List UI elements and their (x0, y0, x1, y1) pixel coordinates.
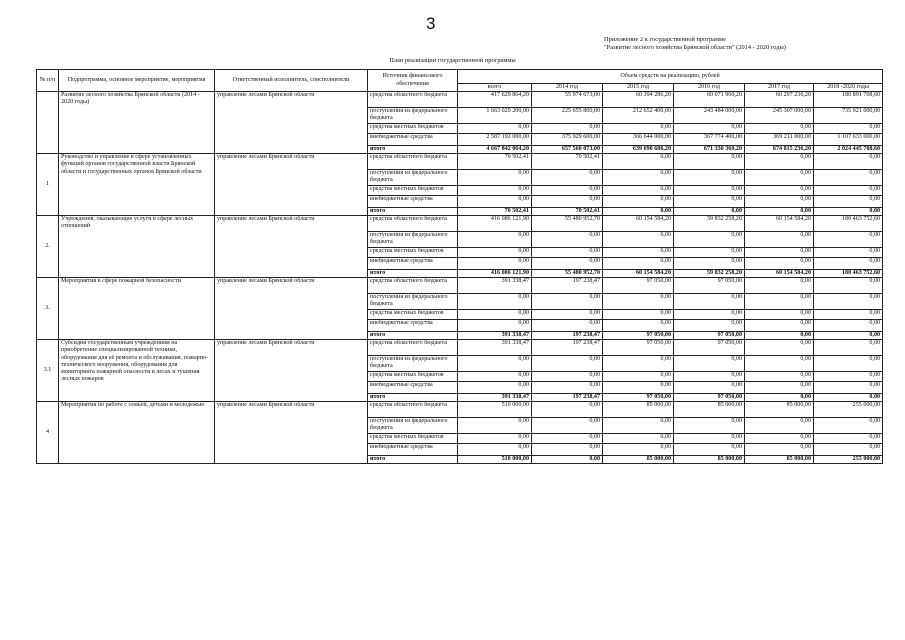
funding-source: итого (368, 208, 458, 216)
amount-cell: 0,00 (814, 232, 883, 248)
amount-cell: 0,00 (603, 186, 674, 196)
amount-cell: 1 663 020 200,00 (458, 108, 532, 124)
amount-cell: 0,00 (745, 310, 814, 320)
amount-cell: 671 330 360,20 (674, 146, 745, 154)
table-row (37, 340, 883, 356)
amount-cell: 4 667 842 064,20 (458, 146, 532, 154)
amount-cell: 0,00 (458, 186, 532, 196)
amount-cell: 0,00 (532, 434, 603, 444)
amount-cell: 70 502,41 (532, 208, 603, 216)
amount-cell: 0,00 (745, 418, 814, 434)
amount-cell: 0,00 (674, 208, 745, 216)
funding-source: поступления из федерального бюджета (368, 170, 458, 186)
amount-cell: 0,00 (603, 434, 674, 444)
row-number: 3.1 (37, 340, 59, 402)
amount-cell: 0,00 (814, 294, 883, 310)
funding-source: итого (368, 146, 458, 154)
amount-cell: 180 891 708,60 (814, 92, 883, 108)
amount-cell: 0,00 (458, 124, 532, 134)
funding-source: поступления из федерального бюджета (368, 294, 458, 310)
amount-cell: 0,00 (814, 196, 883, 208)
amount-cell: 0,00 (458, 232, 532, 248)
executor-name: управление лесами Брянской области (215, 216, 368, 278)
amount-cell: 0,00 (603, 356, 674, 372)
amount-cell: 0,00 (745, 248, 814, 258)
amount-cell: 0,00 (814, 340, 883, 356)
amount-cell: 0,00 (603, 170, 674, 186)
funding-source: средства местных бюджетов (368, 186, 458, 196)
amount-cell: 0,00 (745, 196, 814, 208)
table-row (37, 216, 883, 232)
amount-cell: 369 211 000,00 (745, 134, 814, 146)
amount-cell: 0,00 (814, 170, 883, 186)
amount-cell: 0,00 (814, 154, 883, 170)
amount-cell: 375 929 600,00 (532, 134, 603, 146)
amount-cell: 59 832 258,20 (674, 270, 745, 278)
amount-cell: 55 974 673,00 (532, 92, 603, 108)
amount-cell: 0,00 (532, 186, 603, 196)
amount-cell: 97 050,00 (674, 394, 745, 402)
amount-cell: 417 629 864,20 (458, 92, 532, 108)
amount-cell: 735 921 000,00 (814, 108, 883, 124)
amount-cell: 0,00 (745, 170, 814, 186)
amount-cell: 60 071 960,20 (674, 92, 745, 108)
funding-source: поступления из федерального бюджета (368, 356, 458, 372)
amount-cell: 0,00 (532, 320, 603, 332)
amount-cell: 391 338,47 (458, 340, 532, 356)
amount-cell: 245 307 000,00 (745, 108, 814, 124)
amount-cell: 0,00 (674, 186, 745, 196)
amount-cell: 0,00 (814, 248, 883, 258)
amount-cell: 0,00 (745, 232, 814, 248)
funding-source: внебюджетные средства (368, 320, 458, 332)
amount-cell: 0,00 (532, 444, 603, 456)
funding-source: внебюджетные средства (368, 134, 458, 146)
amount-cell: 0,00 (745, 208, 814, 216)
amount-cell: 0,00 (532, 418, 603, 434)
amount-cell: 391 338,47 (458, 394, 532, 402)
amount-cell: 85 000,00 (745, 402, 814, 418)
amount-cell: 85 000,00 (603, 456, 674, 464)
amount-cell: 180 463 752,60 (814, 216, 883, 232)
amount-cell: 197 238,47 (532, 332, 603, 340)
amount-cell: 0,00 (532, 248, 603, 258)
header-volume: Объем средств на реализацию, рублей (458, 70, 883, 84)
amount-cell: 0,00 (603, 382, 674, 394)
amount-cell: 0,00 (674, 382, 745, 394)
amount-cell: 85 000,00 (674, 456, 745, 464)
amount-cell: 0,00 (532, 310, 603, 320)
amount-cell: 0,00 (745, 320, 814, 332)
amount-cell: 255 000,00 (814, 402, 883, 418)
amount-cell: 0,00 (532, 356, 603, 372)
header-year: 2016 год (674, 84, 745, 92)
amount-cell: 180 463 752,60 (814, 270, 883, 278)
program-name: Мероприятия в сфере пожарной безопасности (59, 278, 215, 340)
header-year: 2018 -2020 годы (814, 84, 883, 92)
funding-source: поступления из федерального бюджета (368, 418, 458, 434)
amount-cell: 243 484 000,00 (674, 108, 745, 124)
appendix-line: Приложение 2 к государственной программе (604, 36, 726, 43)
amount-cell: 0,00 (458, 418, 532, 434)
amount-cell: 225 655 800,00 (532, 108, 603, 124)
amount-cell: 0,00 (814, 418, 883, 434)
amount-cell: 0,00 (458, 170, 532, 186)
executor-name: управление лесами Брянской области (215, 402, 368, 464)
amount-cell: 0,00 (745, 332, 814, 340)
amount-cell: 97 050,00 (603, 278, 674, 294)
amount-cell: 0,00 (674, 170, 745, 186)
header-year: 2015 год (603, 84, 674, 92)
program-name: Субсидии государственным учреждениям на приобретение специализированной техники, оборудования для её ремонта и обслуживания, пожарно-технического вооружения, оборудования для мониторинга пожарной опасности в лесах и тушения лесных пожаров (59, 340, 215, 402)
amount-cell: 0,00 (458, 248, 532, 258)
amount-cell: 0,00 (745, 278, 814, 294)
amount-cell: 0,00 (532, 372, 603, 382)
header-program: Подпрограмма, основное мероприятие, мероприятия (59, 70, 215, 92)
program-name: Развитие лесного хозяйства Брянской области (2014 - 2020 годы) (59, 92, 215, 154)
amount-cell: 0,00 (814, 434, 883, 444)
amount-cell: 212 652 400,00 (603, 108, 674, 124)
amount-cell: 60 154 584,20 (745, 216, 814, 232)
funding-source: средства областного бюджета (368, 278, 458, 294)
amount-cell: 0,00 (458, 258, 532, 270)
amount-cell: 0,00 (674, 320, 745, 332)
amount-cell: 0,00 (674, 434, 745, 444)
funding-source: средства местных бюджетов (368, 248, 458, 258)
funding-source: средства областного бюджета (368, 154, 458, 170)
amount-cell: 55 480 952,70 (532, 216, 603, 232)
amount-cell: 70 502,41 (532, 154, 603, 170)
amount-cell: 0,00 (745, 124, 814, 134)
amount-cell: 85 000,00 (603, 402, 674, 418)
amount-cell: 0,00 (458, 382, 532, 394)
amount-cell: 0,00 (814, 310, 883, 320)
amount-cell: 0,00 (814, 124, 883, 134)
header-year: всего (458, 84, 532, 92)
amount-cell: 391 338,47 (458, 332, 532, 340)
amount-cell: 70 502,41 (458, 208, 532, 216)
header-year: 2014 год (532, 84, 603, 92)
amount-cell: 0,00 (674, 154, 745, 170)
funding-source: средства областного бюджета (368, 92, 458, 108)
amount-cell: 85 000,00 (745, 456, 814, 464)
amount-cell: 97 050,00 (674, 278, 745, 294)
table-row (37, 402, 883, 418)
program-name: Руководство и управление в сфере установленных функций органов государственной власти Брянской области и государственных органов Брянской области (59, 154, 215, 216)
amount-cell: 0,00 (745, 154, 814, 170)
amount-cell: 0,00 (674, 418, 745, 434)
amount-cell: 366 644 000,00 (603, 134, 674, 146)
amount-cell: 0,00 (674, 310, 745, 320)
funding-source: средства областного бюджета (368, 402, 458, 418)
amount-cell: 0,00 (603, 294, 674, 310)
amount-cell: 0,00 (532, 196, 603, 208)
program-name: Мероприятия по работе с семьей, детьми и молодежью (59, 402, 215, 464)
amount-cell: 0,00 (603, 124, 674, 134)
amount-cell: 0,00 (458, 320, 532, 332)
amount-cell: 0,00 (674, 294, 745, 310)
funding-source: средства областного бюджета (368, 216, 458, 232)
executor-name: управление лесами Брянской области (215, 92, 368, 154)
amount-cell: 0,00 (745, 186, 814, 196)
amount-cell: 0,00 (603, 208, 674, 216)
funding-source: внебюджетные средства (368, 196, 458, 208)
row-number: 4 (37, 402, 59, 464)
amount-cell: 0,00 (458, 294, 532, 310)
amount-cell: 0,00 (532, 232, 603, 248)
amount-cell: 0,00 (458, 434, 532, 444)
amount-cell: 674 815 236,20 (745, 146, 814, 154)
amount-cell: 0,00 (532, 456, 603, 464)
executor-name: управление лесами Брянской области (215, 278, 368, 340)
amount-cell: 0,00 (603, 310, 674, 320)
page-number: 3 (426, 14, 436, 33)
funding-source: итого (368, 394, 458, 402)
amount-cell: 0,00 (814, 186, 883, 196)
amount-cell: 0,00 (603, 232, 674, 248)
amount-cell: 0,00 (814, 258, 883, 270)
amount-cell: 0,00 (458, 196, 532, 208)
amount-cell: 367 774 400,00 (674, 134, 745, 146)
amount-cell: 0,00 (532, 170, 603, 186)
amount-cell: 60 297 236,20 (745, 92, 814, 108)
funding-source: внебюджетные средства (368, 258, 458, 270)
row-number: 1 (37, 154, 59, 216)
amount-cell: 0,00 (745, 258, 814, 270)
table-row (37, 92, 883, 108)
amount-cell: 0,00 (814, 320, 883, 332)
amount-cell: 2 587 192 000,00 (458, 134, 532, 146)
amount-cell: 70 502,41 (458, 154, 532, 170)
amount-cell: 0,00 (674, 444, 745, 456)
amount-cell: 510 000,00 (458, 456, 532, 464)
amount-cell: 0,00 (674, 232, 745, 248)
funding-source: средства областного бюджета (368, 340, 458, 356)
amount-cell: 85 000,00 (674, 402, 745, 418)
amount-cell: 0,00 (745, 382, 814, 394)
funding-source: средства местных бюджетов (368, 434, 458, 444)
amount-cell: 0,00 (603, 444, 674, 456)
amount-cell: 97 050,00 (603, 332, 674, 340)
header-num: № п/п (37, 70, 59, 92)
funding-source: итого (368, 270, 458, 278)
amount-cell: 416 086 121,90 (458, 270, 532, 278)
amount-cell: 0,00 (814, 382, 883, 394)
amount-cell: 0,00 (814, 444, 883, 456)
funding-source: средства местных бюджетов (368, 124, 458, 134)
amount-cell: 0,00 (674, 372, 745, 382)
appendix-line: "Развитие лесного хозяйства Брянской области" (2014 - 2020 годы) (604, 44, 786, 51)
amount-cell: 0,00 (458, 356, 532, 372)
header-source: Источник финансового обеспечения (368, 70, 458, 92)
table-row (37, 154, 883, 170)
amount-cell: 0,00 (458, 444, 532, 456)
amount-cell: 0,00 (814, 278, 883, 294)
amount-cell: 55 480 952,70 (532, 270, 603, 278)
amount-cell: 0,00 (745, 394, 814, 402)
table-body (37, 92, 883, 464)
amount-cell: 197 238,47 (532, 278, 603, 294)
amount-cell: 0,00 (603, 154, 674, 170)
amount-cell: 639 690 686,20 (603, 146, 674, 154)
amount-cell: 0,00 (745, 340, 814, 356)
amount-cell: 60 394 286,20 (603, 92, 674, 108)
executor-name: управление лесами Брянской области (215, 154, 368, 216)
document-caption: План реализации государственной программы (389, 57, 516, 64)
amount-cell: 0,00 (458, 372, 532, 382)
funding-source: итого (368, 332, 458, 340)
amount-cell: 0,00 (674, 196, 745, 208)
amount-cell: 391 338,47 (458, 278, 532, 294)
amount-cell: 0,00 (532, 124, 603, 134)
amount-cell: 0,00 (603, 372, 674, 382)
amount-cell: 1 107 633 000,00 (814, 134, 883, 146)
funding-source: внебюджетные средства (368, 444, 458, 456)
amount-cell: 0,00 (814, 372, 883, 382)
amount-cell: 97 050,00 (603, 394, 674, 402)
funding-source: поступления из федерального бюджета (368, 108, 458, 124)
amount-cell: 0,00 (674, 124, 745, 134)
funding-source: средства местных бюджетов (368, 310, 458, 320)
amount-cell: 0,00 (674, 248, 745, 258)
amount-cell: 0,00 (532, 294, 603, 310)
amount-cell: 0,00 (745, 444, 814, 456)
amount-cell: 0,00 (458, 310, 532, 320)
amount-cell: 97 050,00 (674, 332, 745, 340)
row-number: 3. (37, 278, 59, 340)
amount-cell: 0,00 (745, 372, 814, 382)
amount-cell: 0,00 (603, 258, 674, 270)
amount-cell: 60 154 584,20 (745, 270, 814, 278)
amount-cell: 60 154 584,20 (603, 216, 674, 232)
amount-cell: 0,00 (532, 402, 603, 418)
funding-source: поступления из федерального бюджета (368, 232, 458, 248)
amount-cell: 0,00 (603, 418, 674, 434)
amount-cell: 0,00 (745, 356, 814, 372)
header-year: 2017 год (745, 84, 814, 92)
amount-cell: 0,00 (603, 320, 674, 332)
amount-cell: 0,00 (814, 332, 883, 340)
executor-name: управление лесами Брянской области (215, 340, 368, 402)
amount-cell: 97 050,00 (603, 340, 674, 356)
amount-cell: 0,00 (674, 258, 745, 270)
amount-cell: 2 024 445 708,60 (814, 146, 883, 154)
funding-source: итого (368, 456, 458, 464)
amount-cell: 0,00 (814, 208, 883, 216)
header-executor: Ответственный исполнитель, соисполнители (215, 70, 368, 92)
funding-source: внебюджетные средства (368, 382, 458, 394)
amount-cell: 510 000,00 (458, 402, 532, 418)
program-name: Учреждения, оказывающие услуги в сфере лесных отношений (59, 216, 215, 278)
funding-source: средства местных бюджетов (368, 372, 458, 382)
amount-cell: 197 238,47 (532, 340, 603, 356)
table-row (37, 278, 883, 294)
amount-cell: 0,00 (674, 356, 745, 372)
amount-cell: 60 154 584,20 (603, 270, 674, 278)
amount-cell: 197 238,47 (532, 394, 603, 402)
appendix-note (604, 36, 884, 52)
amount-cell: 0,00 (814, 394, 883, 402)
amount-cell: 255 000,00 (814, 456, 883, 464)
amount-cell: 416 086 121,90 (458, 216, 532, 232)
amount-cell: 97 050,00 (674, 340, 745, 356)
amount-cell: 0,00 (603, 196, 674, 208)
amount-cell: 59 832 258,20 (674, 216, 745, 232)
amount-cell: 0,00 (532, 258, 603, 270)
amount-cell: 0,00 (745, 434, 814, 444)
row-number: 2. (37, 216, 59, 278)
amount-cell: 0,00 (532, 382, 603, 394)
program-plan-table (36, 69, 883, 464)
amount-cell: 0,00 (745, 294, 814, 310)
row-number (37, 92, 59, 154)
amount-cell: 0,00 (603, 248, 674, 258)
amount-cell: 657 560 073,00 (532, 146, 603, 154)
amount-cell: 0,00 (814, 356, 883, 372)
